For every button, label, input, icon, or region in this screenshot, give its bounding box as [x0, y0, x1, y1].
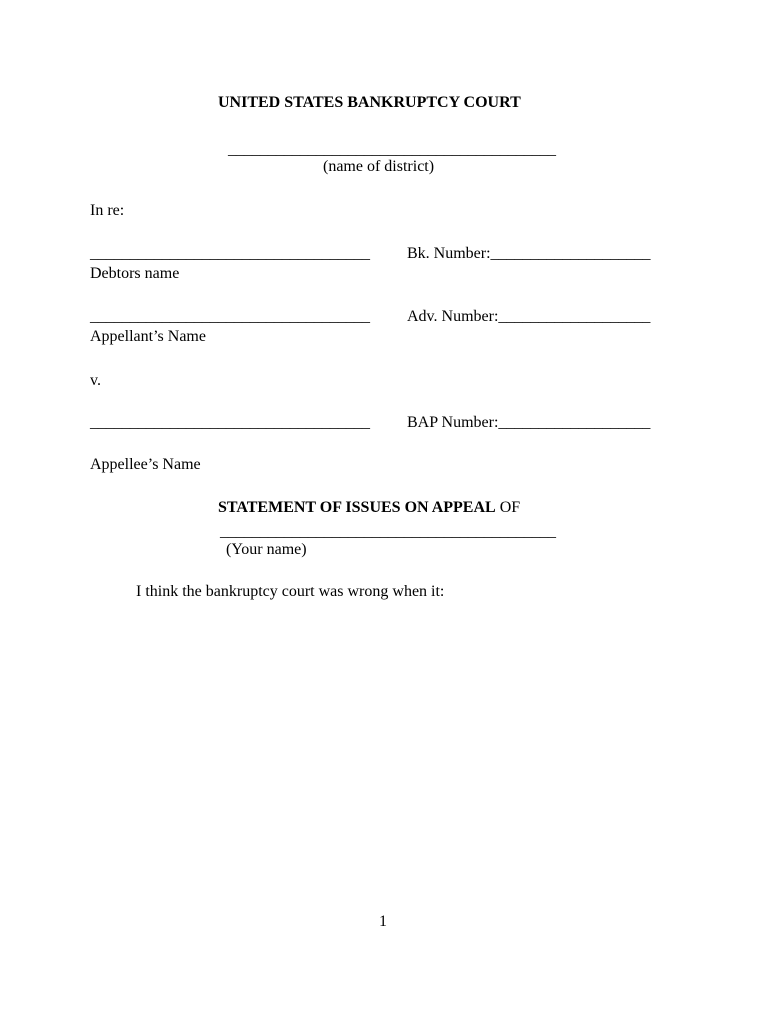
- appellant-label: Appellant’s Name: [90, 328, 206, 345]
- debtor-blank-line: ___________________________________: [90, 245, 370, 262]
- bap-number-field: BAP Number:___________________: [407, 414, 651, 431]
- your-name-blank-line: __________________________________________: [220, 523, 556, 540]
- page-number: 1: [379, 913, 387, 930]
- your-name-label: (Your name): [226, 541, 307, 558]
- court-title: UNITED STATES BANKRUPTCY COURT: [218, 94, 521, 111]
- appellant-blank-line: ___________________________________: [90, 308, 370, 325]
- statement-heading-of: OF: [495, 499, 521, 516]
- district-label: (name of district): [323, 158, 435, 175]
- statement-heading-bold: STATEMENT OF ISSUES ON APPEAL: [218, 499, 496, 516]
- adv-number-field: Adv. Number:___________________: [407, 308, 651, 325]
- appellee-label: Appellee’s Name: [90, 456, 201, 473]
- statement-heading: [218, 498, 520, 518]
- intro-sentence: I think the bankruptcy court was wrong when it:: [136, 583, 445, 600]
- in-re-label: In re:: [90, 202, 125, 219]
- district-blank-line: _________________________________________: [228, 141, 556, 158]
- appellee-blank-line: ___________________________________: [90, 414, 370, 431]
- versus-label: v.: [90, 372, 101, 389]
- debtor-label: Debtors name: [90, 265, 180, 282]
- bk-number-field: Bk. Number:____________________: [407, 245, 651, 262]
